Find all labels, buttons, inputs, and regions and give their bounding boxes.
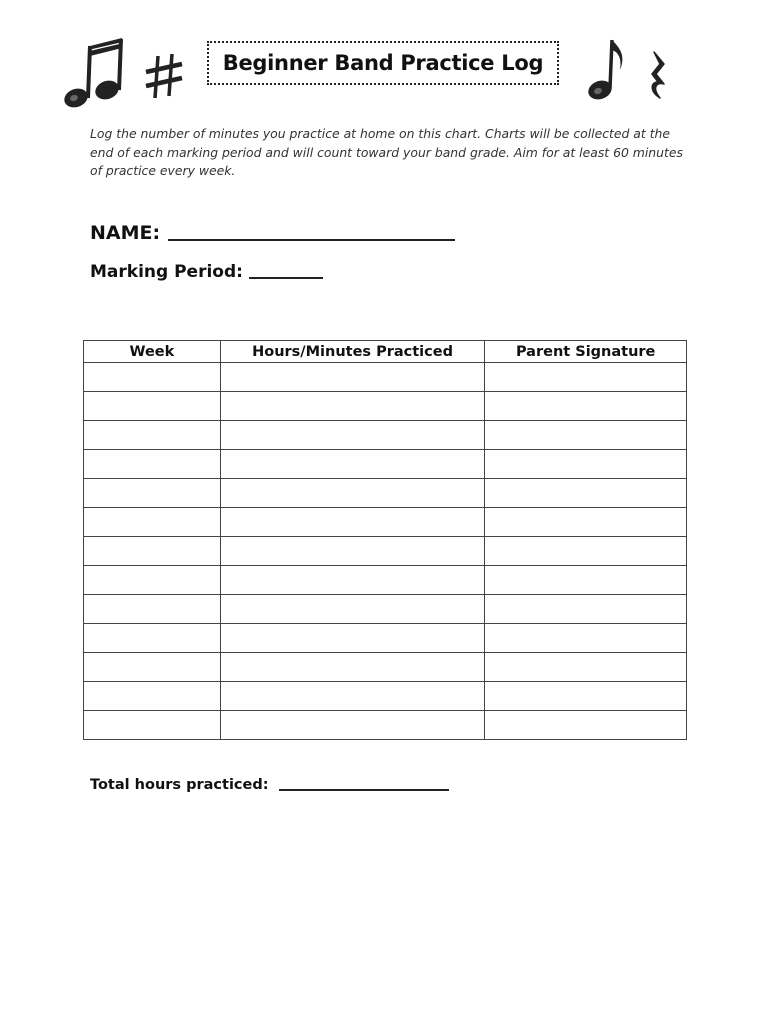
name-field <box>90 222 455 244</box>
week-cell[interactable] <box>84 566 221 595</box>
signature-cell[interactable] <box>485 624 687 653</box>
total-hours-input-line[interactable] <box>279 779 449 791</box>
hours-cell[interactable] <box>220 421 485 450</box>
signature-cell[interactable] <box>485 421 687 450</box>
beamed-eighth-notes-icon <box>60 34 130 114</box>
table-row <box>84 566 687 595</box>
column-header-signature: Parent Signature <box>485 341 687 363</box>
signature-cell[interactable] <box>485 392 687 421</box>
instructions-text: Log the number of minutes you practice at home on this chart. Charts will be collected at the end of each marking period and will count toward your band grade. Aim for at least 60 minutes of practice every week. <box>90 126 683 178</box>
week-cell[interactable] <box>84 711 221 740</box>
table-row <box>84 711 687 740</box>
table-row <box>84 479 687 508</box>
eighth-note-icon <box>586 36 630 106</box>
week-cell[interactable] <box>84 421 221 450</box>
table-row <box>84 392 687 421</box>
hours-cell[interactable] <box>220 508 485 537</box>
page-title: Beginner Band Practice Log <box>222 51 544 75</box>
marking-period-input-line[interactable] <box>249 265 323 279</box>
week-cell[interactable] <box>84 508 221 537</box>
hours-cell[interactable] <box>220 595 485 624</box>
hours-cell[interactable] <box>220 479 485 508</box>
table-row <box>84 363 687 392</box>
table-row <box>84 421 687 450</box>
week-cell[interactable] <box>84 479 221 508</box>
table-row <box>84 624 687 653</box>
hours-cell[interactable] <box>220 363 485 392</box>
title-box <box>207 41 559 85</box>
column-header-week: Week <box>84 341 221 363</box>
marking-period-label: Marking Period: <box>90 262 243 282</box>
signature-cell[interactable] <box>485 479 687 508</box>
hours-cell[interactable] <box>220 450 485 479</box>
signature-cell[interactable] <box>485 653 687 682</box>
table-row <box>84 653 687 682</box>
signature-cell[interactable] <box>485 508 687 537</box>
week-cell[interactable] <box>84 682 221 711</box>
table-row <box>84 682 687 711</box>
signature-cell[interactable] <box>485 711 687 740</box>
week-cell[interactable] <box>84 363 221 392</box>
table-row <box>84 450 687 479</box>
table-row <box>84 508 687 537</box>
column-header-hours: Hours/Minutes Practiced <box>220 341 485 363</box>
table-row <box>84 537 687 566</box>
signature-cell[interactable] <box>485 566 687 595</box>
signature-cell[interactable] <box>485 682 687 711</box>
total-hours-field <box>90 777 449 793</box>
week-cell[interactable] <box>84 450 221 479</box>
hours-cell[interactable] <box>220 624 485 653</box>
practice-log-table <box>83 340 687 740</box>
signature-cell[interactable] <box>485 363 687 392</box>
signature-cell[interactable] <box>485 537 687 566</box>
sharp-icon <box>143 52 185 100</box>
hours-cell[interactable] <box>220 682 485 711</box>
hours-cell[interactable] <box>220 566 485 595</box>
week-cell[interactable] <box>84 392 221 421</box>
signature-cell[interactable] <box>485 595 687 624</box>
week-cell[interactable] <box>84 537 221 566</box>
week-cell[interactable] <box>84 595 221 624</box>
week-cell[interactable] <box>84 653 221 682</box>
total-hours-label: Total hours practiced: <box>90 777 269 793</box>
marking-period-field <box>90 262 323 282</box>
hours-cell[interactable] <box>220 392 485 421</box>
week-cell[interactable] <box>84 624 221 653</box>
table-header-row <box>84 341 687 363</box>
table-row <box>84 595 687 624</box>
hours-cell[interactable] <box>220 711 485 740</box>
hours-cell[interactable] <box>220 653 485 682</box>
name-input-line[interactable] <box>168 225 455 241</box>
hours-cell[interactable] <box>220 537 485 566</box>
signature-cell[interactable] <box>485 450 687 479</box>
quarter-rest-icon <box>648 50 670 102</box>
name-label: NAME: <box>90 222 161 244</box>
